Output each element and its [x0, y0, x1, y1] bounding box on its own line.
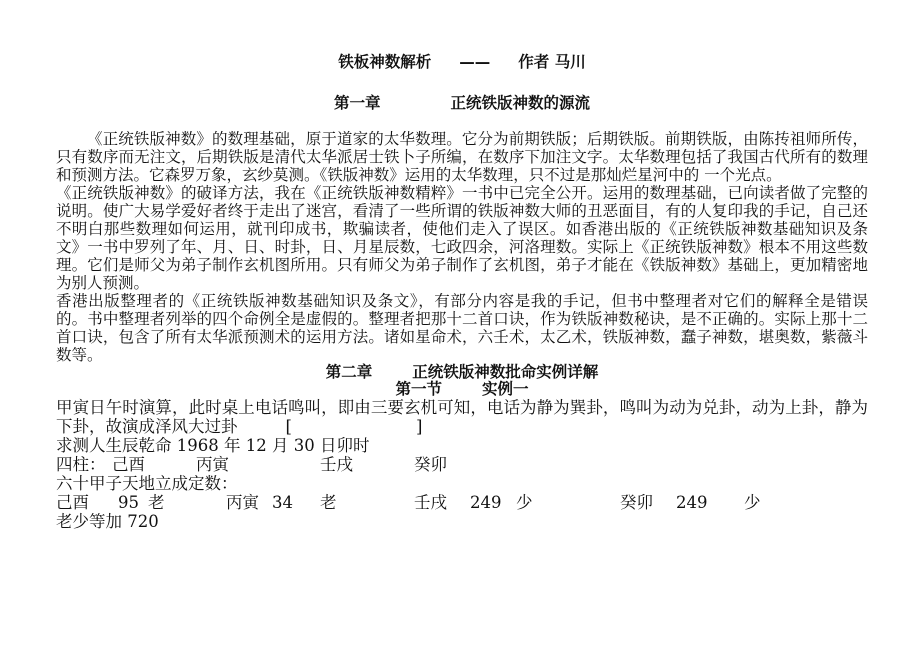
num-val-2: 34	[272, 493, 293, 512]
pillar-hour: 癸卯	[414, 455, 447, 474]
section-number: 第一节	[395, 380, 442, 398]
paragraph-1: 《正统铁版神数》的数理基础，原于道家的太华数理。它分为前期铁版；后期铁版。前期铁版，由陈抟祖师所传，只有数序而无注文，后期铁版是清代太华派居士铁卜子所编，在数序下加注文字。太华数理包括了我国古代所有的数理和预测方法。它森罗万象，玄纱莫测。《铁版神数》运用的太华数理，只不过是那灿烂星河中的 一个光点。	[56, 130, 868, 184]
num-gz-3: 壬戌	[414, 493, 447, 512]
num-gz-4: 癸卯	[620, 493, 653, 512]
section-heading	[56, 381, 868, 398]
pillar-day: 壬戌	[320, 455, 353, 474]
title-author: 作者 马川	[518, 53, 586, 71]
sixty-line: 六十甲子天地立成定数：	[56, 474, 238, 493]
num-tag-3: 少	[516, 493, 533, 512]
chapter-2-number: 第二章	[325, 363, 373, 381]
num-tag-2: 老	[320, 493, 337, 512]
chapter-1-body	[56, 130, 868, 364]
chapter-1-title: 正统铁版神数的源流	[450, 94, 591, 112]
total-line: 老少等加 720	[56, 512, 159, 531]
paragraph-3: 香港出版整理者的《正统铁版神数基础知识及条文》，有部分内容是我的手记，但书中整理者对它们的解释全是错误的。书中整理者列举的四个命例全是虚假的。整理者把那十二首口诀，作为铁版神数秘诀，是不正确的。实际上那十二首口诀，包含了所有太华派预测术的运用方法。诸如星命术，六壬术，太乙术，铁版神数，蠢子神数，堪奥数，紫薇斗数等。	[56, 292, 868, 364]
birth-line: 求测人生辰乾命 1968 年 12 月 30 日卯时	[56, 436, 370, 455]
num-gz-2: 丙寅	[226, 493, 259, 512]
document-title	[56, 52, 868, 72]
num-tag-4: 少	[744, 493, 761, 512]
bracket-open: [	[285, 417, 292, 436]
num-val-4: 249	[676, 493, 708, 512]
num-gz-1: 己酉	[56, 493, 89, 512]
document-page	[56, 52, 868, 531]
pillars-row	[56, 455, 868, 474]
case-intro	[56, 398, 868, 436]
chapter-1-number: 第一章	[333, 94, 381, 112]
chapter-2-heading	[56, 364, 868, 381]
pillar-month: 丙寅	[196, 455, 229, 474]
numbers-row	[56, 493, 868, 512]
pillar-year: 己酉	[112, 455, 145, 474]
pillars-label: 四柱：	[56, 455, 106, 474]
section-title: 实例一	[482, 380, 529, 398]
chapter-1-heading	[56, 93, 868, 113]
case-intro-text: 甲寅日午时演算，此时桌上电话鸣叫，即由三要玄机可知，电话为静为巽卦，鸣叫为动为兑卦，动为上卦，静为下卦，故演成泽风大过卦	[56, 398, 868, 436]
paragraph-2: 《正统铁版神数》的破译方法，我在《正统铁版神数精粹》一书中已完全公开。运用的数理基础，已向读者做了完整的说明。使广大易学爱好者终于走出了迷宫，看清了一些所谓的铁版神数大师的丑恶面目，有的人复印我的手记，自己还不明白那些数理如何运用，就刊印成书，欺骗读者，使他们走入了误区。如香港出版的《正统铁版神数基础知识及条文》一书中罗列了年、月、日、时卦，日、月星辰数，七政四余，河洛理数。实际上《正统铁版神数》根本不用这些数理。它们是师父为弟子制作玄机图所用。只有师父为弟子制作了玄机图，弟子才能在《铁版神数》基础上，更加精密地为别人预测。	[56, 184, 868, 292]
chapter-2-title: 正统铁版神数批命实例详解	[412, 363, 599, 381]
title-main: 铁板神数解析	[338, 53, 432, 71]
num-val-3: 249	[470, 493, 502, 512]
num-val-1: 95	[118, 493, 139, 512]
case-body	[56, 398, 868, 531]
bracket-close: ]	[415, 417, 423, 436]
title-dash: ——	[459, 53, 491, 71]
num-tag-1: 老	[148, 493, 165, 512]
